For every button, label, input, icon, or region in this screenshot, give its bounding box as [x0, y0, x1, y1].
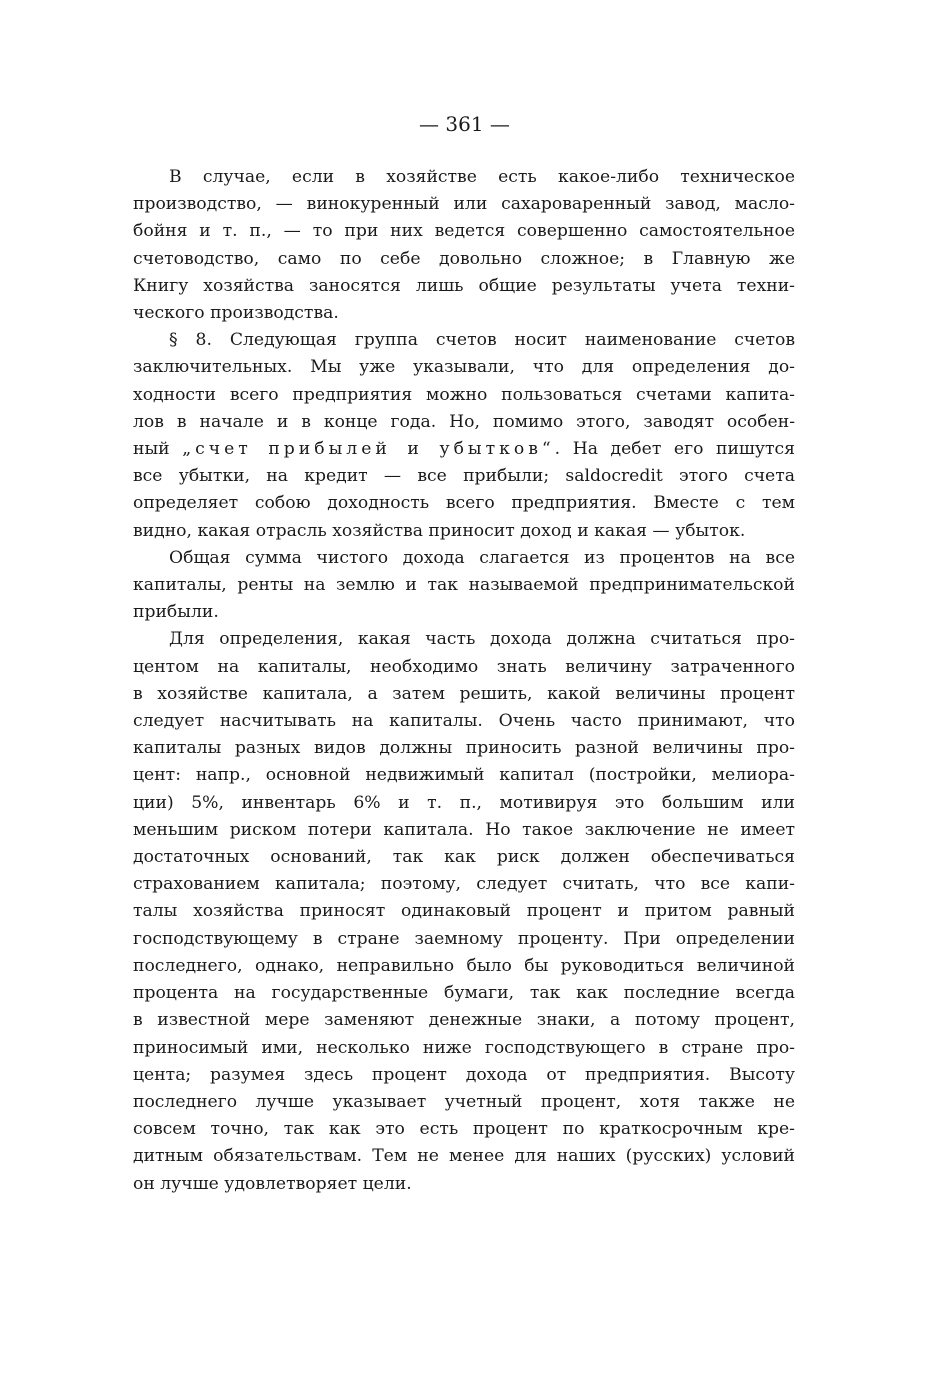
text-line: § 8. Следующая группа счетов носит наименование счетов	[169, 330, 795, 351]
text-line: ции) 5%, инвентарь 6% и т. п., мотивируя это большим или	[133, 792, 795, 813]
text-line: центом на капиталы, необходимо знать величину затраченного	[133, 656, 795, 677]
text-line: процента на государственные бумаги, так как последние всегда	[133, 983, 795, 1004]
text-line: ческого производства.	[133, 303, 339, 324]
text-line: лов в начале и в конце года. Но, помимо этого, заводят особен-	[133, 411, 795, 432]
page-number: — 361 —	[419, 112, 510, 136]
text-line: последнего, однако, неправильно было бы руководиться величиной	[133, 955, 795, 976]
text-line: прибыли.	[133, 602, 219, 623]
text-line: дитным обязательствам. Тем не менее для наших (русских) условий	[133, 1146, 795, 1167]
text-line: приносимый ими, несколько ниже господствующего в стране про-	[133, 1037, 795, 1058]
text-line: совсем точно, так как это есть процент по краткосрочным кре-	[133, 1119, 795, 1140]
text-line: он лучше удовлетворяет цели.	[133, 1173, 412, 1194]
text-line: капиталы, ренты на землю и так называемой предпринимательской	[133, 575, 795, 596]
text-line: господствующему в стране заемному проценту. При определении	[133, 928, 795, 949]
text-line: производство, — винокуренный или сахароваренный завод, масло-	[133, 194, 795, 215]
text-line: следует насчитывать на капиталы. Очень часто принимают, что	[133, 711, 795, 732]
paragraph-net-income	[133, 545, 795, 627]
text-line: Общая сумма чистого дохода слагается из процентов на все	[169, 547, 795, 568]
paragraph-technical-production	[133, 164, 795, 327]
text-line: определяет собою доходность всего предприятия. Вместе с тем	[133, 493, 795, 514]
line-prefix: ный	[133, 439, 183, 460]
text-line: Книгу хозяйства заносятся лишь общие результаты учета техни-	[133, 275, 795, 296]
text-line: последнего лучше указывает учетный процент, хотя также не	[133, 1091, 795, 1112]
text-line: в известной мере заменяют денежные знаки, а потому процент,	[133, 1010, 795, 1031]
text-line: ходности всего предприятия можно пользоваться счетами капита-	[133, 384, 795, 405]
text-line: капиталы разных видов должны приносить разной величины про-	[133, 738, 795, 759]
paragraph-closing-accounts	[133, 327, 795, 545]
text-line: страхованием капитала; поэтому, следует считать, что все капи-	[133, 874, 795, 895]
text-line: все убытки, на кредит — все прибыли; saldocredit этого счета	[133, 466, 795, 487]
text-line: цент: напр., основной недвижимый капитал (постройки, мелиора-	[133, 765, 795, 786]
spaced-term: „счет прибылей и убытков“	[182, 439, 555, 460]
text-line: цента; разумея здесь процент дохода от предприятия. Высоту	[133, 1064, 795, 1085]
text-line: Для определения, какая часть дохода должна считаться про-	[169, 629, 795, 650]
text-line: счетоводство, само по себе довольно сложное; в Главную же	[133, 248, 795, 269]
text-line: достаточных оснований, так как риск должен обеспечиваться	[133, 847, 795, 868]
text-line: видно, какая отрасль хозяйства приносит доход и какая — убыток.	[133, 520, 746, 541]
paragraph-capital-interest	[133, 626, 795, 1197]
text-line: заключительных. Мы уже указывали, что для определения до-	[133, 357, 795, 378]
line-suffix: . На дебет его пишутся	[554, 439, 796, 460]
text-line: бойня и т. п., — то при них ведется совершенно самостоятельное	[133, 221, 795, 242]
body-text	[133, 164, 795, 1198]
text-line-with-spaced-term	[133, 436, 795, 463]
text-line: меньшим риском потери капитала. Но такое заключение не имеет	[133, 819, 795, 840]
text-line: талы хозяйства приносят одинаковый процент и притом равный	[133, 901, 795, 922]
text-line: в хозяйстве капитала, а затем решить, какой величины процент	[133, 683, 795, 704]
text-line: В случае, если в хозяйстве есть какое-либо техническое	[169, 167, 795, 187]
